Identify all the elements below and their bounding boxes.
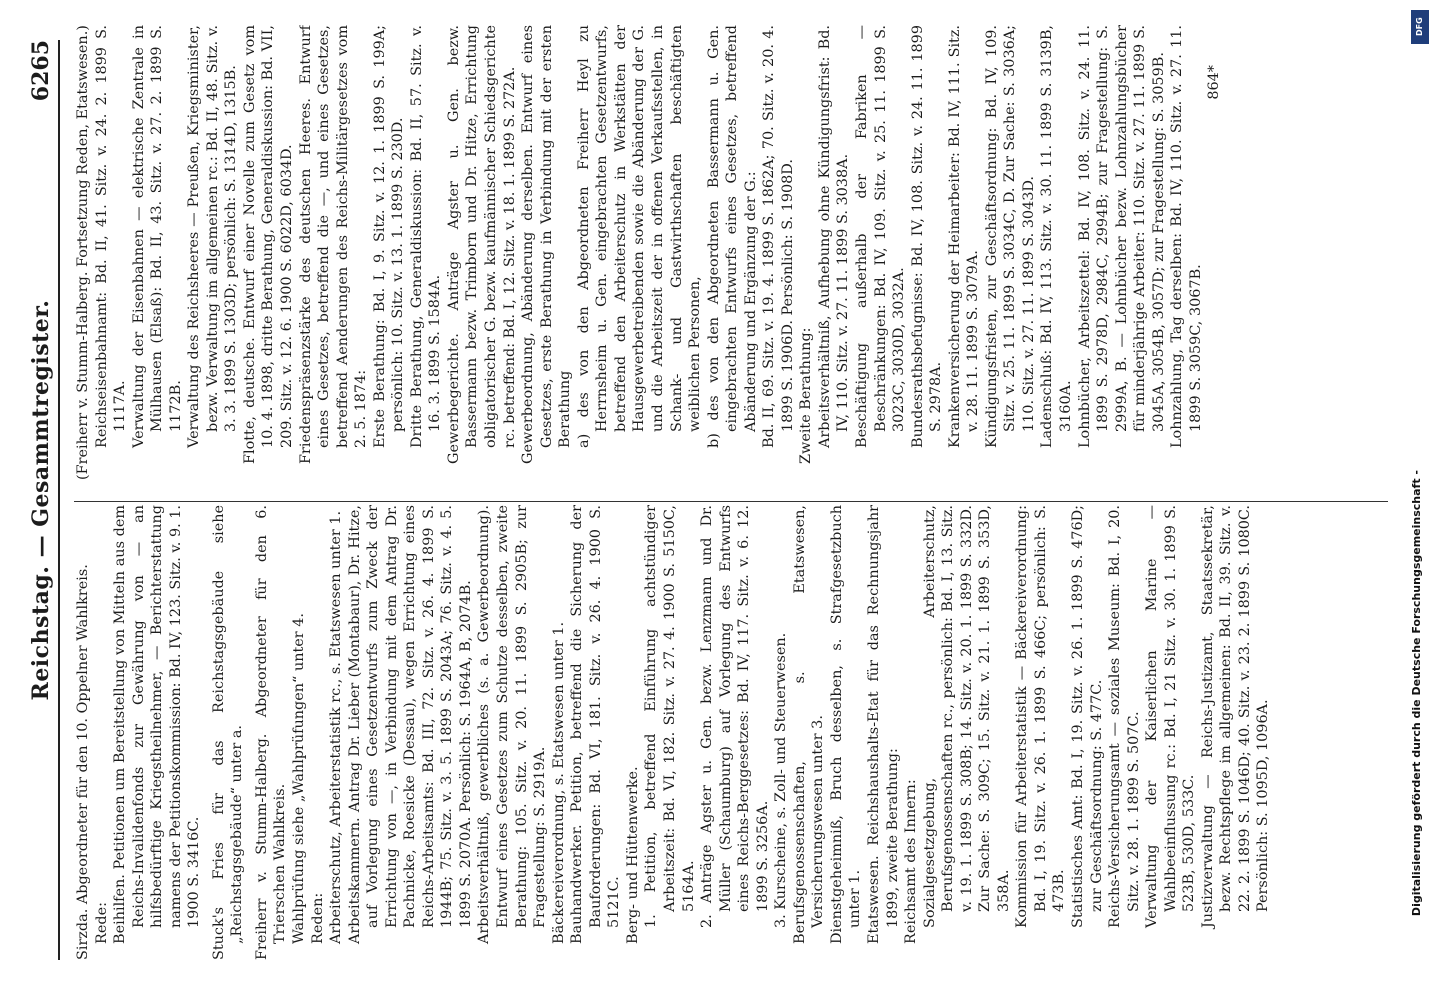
index-entry: Friedenspräsenzstärke des deutschen Heeres. Entwurf eines Gesetzes, betreffend die —, und eines Gesetzes, betreffend Aenderungen des Reichs-Militärgesetzes vom 2. 5. 1874: xyxy=(297,25,370,464)
index-entry: Gewerbeordnung, Abänderung derselben. Entwurf eines Gesetzes, erste Berathung in Verbindung mit der ersten Berathung xyxy=(520,25,574,464)
index-entry: Statistisches Amt: Bd. I, 19. Sitz. v. 26. 1. 1899 S. 476D; zur Geschäftsordnung: S. 477C. xyxy=(1069,505,1105,928)
index-entry: Berufsgenossenschaften, s. Etatswesen, Versicherungswesen unter 3. xyxy=(791,505,827,944)
index-entry: 2. Anträge Agster u. Gen. bezw. Lenzmann und Dr. Müller (Schaumburg) auf Vorlegung des Entwurfs eines Reichs-Berggesetzes: Bd. IV, 117. Sitz. v. 6. 12. 1899 S. 3256A. xyxy=(699,505,771,928)
index-entry: Wahlprüfung siehe „Wahlprüfungen“ unter 4. xyxy=(291,613,308,944)
index-entry: Arbeitsverhältniß, Aufhebung ohne Kündigungsfrist: Bd. IV, 110. Sitz. v. 27. 11. 1899 S. 3038A. xyxy=(816,25,852,448)
index-entry: Erste Berathung: Bd. I, 9. Sitz. v. 12. 1. 1899 S. 199A; persönlich: 10. Sitz. v. 13. 1. 1899 S. 230D. xyxy=(371,25,407,448)
index-entry: Freiherr v. Stumm-Halberg. Abgeordneter für den 6. Trierschen Wahlkreis. xyxy=(253,505,289,960)
index-entry: b) des von den Abgeordneten Bassermann u. Gen. eingebrachten Entwurfs eines Gesetzes, betreffend Abänderung und Ergänzung der G.: xyxy=(705,25,759,448)
index-entry: Arbeitskammern. Antrag Dr. Lieber (Montabaur), Dr. Hitze, auf Vorlegung eines Gesetzentwurfs zum Zweck der Errichtung von —, in Verbindung mit dem Antrag Dr. Pachnicke, Roesicke (Dessau), wegen Errichtung eines Reichs-Arbeitsamts: Bd. III, 72. Sitz. v. 26. 4. 1899 S. 1944B; 75. Sitz. v. 3. 5. 1899 S. 2043A; 76. Sitz. v. 4. 5. 1899 S. 2070A. Persönlich: S. 1964A, B, 2074B. xyxy=(346,505,474,944)
index-entry: Stuck's Fries für das Reichstagsgebäude siehe „Reichstagsgebäude“ unter a. xyxy=(210,505,246,960)
index-entry: Etatswesen. Reichshaushalts-Etat für das Rechnungsjahr 1899, zweite Berathung: xyxy=(865,505,901,944)
index-entry: Krankenversicherung der Heimarbeiter: Bd. IV, 111. Sitz. v. 28. 11. 1899 S. 3079A. xyxy=(946,25,982,448)
index-entry: Reden: xyxy=(309,892,326,944)
signature-mark: 864* xyxy=(1206,65,1223,100)
index-entry: Verwaltung der Eisenbahnen — elektrische Zentrale in Mülhausen (Elsaß): Bd. II, 43. Sitz. v. 27. 2. 1899 S. 1172B. xyxy=(130,25,184,448)
index-entry: Sozialgesetzgebung, Arbeiterschutz, Berufsgenossenschaften rc., persönlich: Bd. I, 13. Sitz. v. 19. 1. 1899 S. 308B; 14. Sitz. v. 20. 1. 1899 S. 332D. Zur Sache: S. 309C; 15. Sitz. v. 21. 1. 1899 S. 353D, 358A. xyxy=(921,505,1012,928)
index-entry: Dienstgeheimniß, Bruch desselben, s. Strafgesetzbuch unter 1. xyxy=(828,505,864,944)
index-entry: Rede: xyxy=(93,902,110,944)
index-entry: Flotte, deutsche. Entwurf einer Novelle zum Gesetz vom 10. 4. 1898, dritte Berathung, Generaldiskussion: Bd. VII, 209. Sitz. v. 12. 6. 1900 S. 6022D, 6034D. xyxy=(241,25,296,464)
page-number: 6265 xyxy=(28,39,54,102)
index-entry: Bundesrathsbefugnisse: Bd. IV, 108. Sitz. v. 24. 11. 1899 S. 2978A. xyxy=(909,25,945,448)
dfg-logo: DFG xyxy=(1411,10,1429,44)
index-entry: Zweite Berathung: xyxy=(798,327,815,464)
page-header xyxy=(14,40,60,960)
index-entry: Bäckereiverordnung, s. Etatswesen unter 1. xyxy=(550,621,567,944)
index-entry: Reichsamt des Innern: xyxy=(903,779,920,944)
digitization-stamp xyxy=(1408,0,1434,1000)
index-entry: Verwaltung der Kaiserlichen Marine — Wahlbeeinflussung rc.: Bd. I, 21 Sitz. v. 30. 1. 1899 S. 523B, 530D, 533C. xyxy=(1144,505,1198,928)
index-entry: Verwaltung des Reichsheeres — Preußen, Kriegsminister, bezw. Verwaltung im allgemeinen rc.: Bd. II, 48. Sitz. v. 3. 3. 1899 S. 1303D; persönlich: S. 1314D, 1315B. xyxy=(186,25,240,448)
index-entry: Reichs-Versicherungsamt — soziales Museum: Bd. I, 20. Sitz. v. 28. 1. 1899 S. 507C. xyxy=(1107,505,1142,928)
index-entry: Arbeiterschutz, Arbeiterstatistik rc., s. Etatswesen unter 1. xyxy=(328,510,345,944)
index-entry: Gewerbegerichte. Anträge Agster u. Gen. bezw. Bassermann bezw. Trimborn und Dr. Hitze, Errichtung obligatorischer G. bezw. kaufmännischer Schiedsgerichte rc. betreffend: Bd. I, 12. Sitz. v. 18. 1. 1899 S. 272A. xyxy=(445,25,518,464)
index-entry: 3. Kurscheine, s. Zoll- und Steuerwesen. xyxy=(773,632,790,928)
index-entry: Lohnbücher, Arbeitszettel: Bd. IV, 108. Sitz. v. 24. 11. 1899 S. 2978D, 2984C, 2994B; zur Fragestellung: S. 2999A, B. — Lohnbücher bezw. Lohnzahlungsbücher für minderjährige Arbeiter: 110. Sitz. v. 27. 11. 1899 S. 3045A, 3054B, 3057D; zur Fragestellung: S. 3059B. xyxy=(1076,25,1167,448)
index-entry: a) des von den Abgeordneten Freiherr Heyl zu Herrnsheim u. Gen. eingebrachten Gesetzentwurfs, betreffend den Arbeiterschutz in Werkstätten der Hausgewerbetreibenden sowie die Abänderung der G. und die Arbeitszeit der in offenen Verkaufsstellen, in Schank- und Gastwirthschaften beschäftigten weiblichen Personen, xyxy=(575,25,704,448)
page-title: Reichstag. — Gesammtregister. xyxy=(28,299,54,701)
index-entry: Lohnzahlung, Tag derselben: Bd. IV, 110. Sitz. v. 27. 11. 1899 S. 3059C, 3067B. xyxy=(1169,25,1204,448)
index-entry: Beihilfen. Petitionen um Bereitstellung von Mitteln aus dem Reichs-Invalidenfonds zur Gewährung von — an hilfsbedürftige Kriegstheilnehmer, — Berichterstattung namens der Petitionskommission: Bd. IV, 123. Sitz. v. 9. 1. 1900 S. 3416C. xyxy=(112,505,203,944)
index-entry: Justizverwaltung — Reichs-Justizamt, Staatssekretär, bezw. Rechtspflege im allgemeinen: Bd. II, 39. Sitz. v. 22. 2. 1899 S. 1046D; 40. Sitz. v. 23. 2. 1899 S. 1080C. Persönlich: S. 1095D, 1096A. xyxy=(1199,505,1272,928)
index-entry: (Freiherr v. Stumm-Halberg. Fortsetzung Reden, Etatswesen.) xyxy=(75,25,91,480)
index-entry: 1. Petition, betreffend Einführung achtstündiger Arbeitszeit: Bd. VI, 182. Sitz. v. 27. 4. 1900 S. 5150C, 5164A. xyxy=(643,505,697,928)
digitization-note: Digitalisierung gefördert durch die Deutsche Forschungsgemeinschaft - xyxy=(1410,470,1423,917)
index-entry: Beschäftigung außerhalb der Fabriken — Beschränkungen: Bd. IV, 109. Sitz. v. 25. 11. 1899 S. 3023C, 3030D, 3032A. xyxy=(853,25,908,448)
index-entry: Bd. II, 69. Sitz. v. 19. 4. 1899 S. 1862A; 70. Sitz. v. 20. 4. 1899 S. 1906D. Persönlich: S. 1908D. xyxy=(761,25,796,448)
index-entry: Arbeitsverhältniß, gewerbliches (s. a. Gewerbeordnung). Entwurf eines Gesetzes zum Schutze desselben, zweite Berathung: 105. Sitz. v. 20. 11. 1899 S. 2905B; zur Fragestellung: S. 2919A. xyxy=(476,505,549,944)
index-entry: Kommission für Arbeiterstatistik — Bäckereiverordnung: Bd. I, 19. Sitz. v. 26. 1. 1899 S. 466C; persönlich: S. 473B. xyxy=(1014,505,1068,928)
index-entry: Dritte Berathung, Generaldiskussion: Bd. II, 57. Sitz. v. 16. 3. 1899 S. 1584A. xyxy=(408,25,444,448)
index-entry: Sirzda. Abgeordneter für den 10. Oppelner Wahlkreis. xyxy=(75,564,91,960)
index-entry: Berg- und Hüttenwerke. xyxy=(624,766,641,944)
index-entry: Kündigungsfristen, zur Geschäftsordnung: Bd. IV, 109. Sitz. v. 25. 11. 1899 S. 3034C, D. Zur Sache: S. 3036A; 110. Sitz. v. 27. 11. 1899 S. 3043D. xyxy=(983,25,1037,448)
index-entry: Reichseisenbahnamt: Bd. II, 41. Sitz. v. 24. 2. 1899 S. 1117A. xyxy=(93,25,129,448)
index-entry: Bauhandwerker. Petition, betreffend die Sicherung der Bauforderungen: Bd. VI, 181. Sitz. v. 26. 4. 1900 S. 5121C. xyxy=(569,505,623,944)
index-entry: Ladenschluß: Bd. IV, 113. Sitz. v. 30. 11. 1899 S. 3139B, 3160A. xyxy=(1039,25,1074,448)
right-column xyxy=(74,25,1390,480)
left-column xyxy=(74,505,1390,960)
column-divider xyxy=(74,501,1388,502)
